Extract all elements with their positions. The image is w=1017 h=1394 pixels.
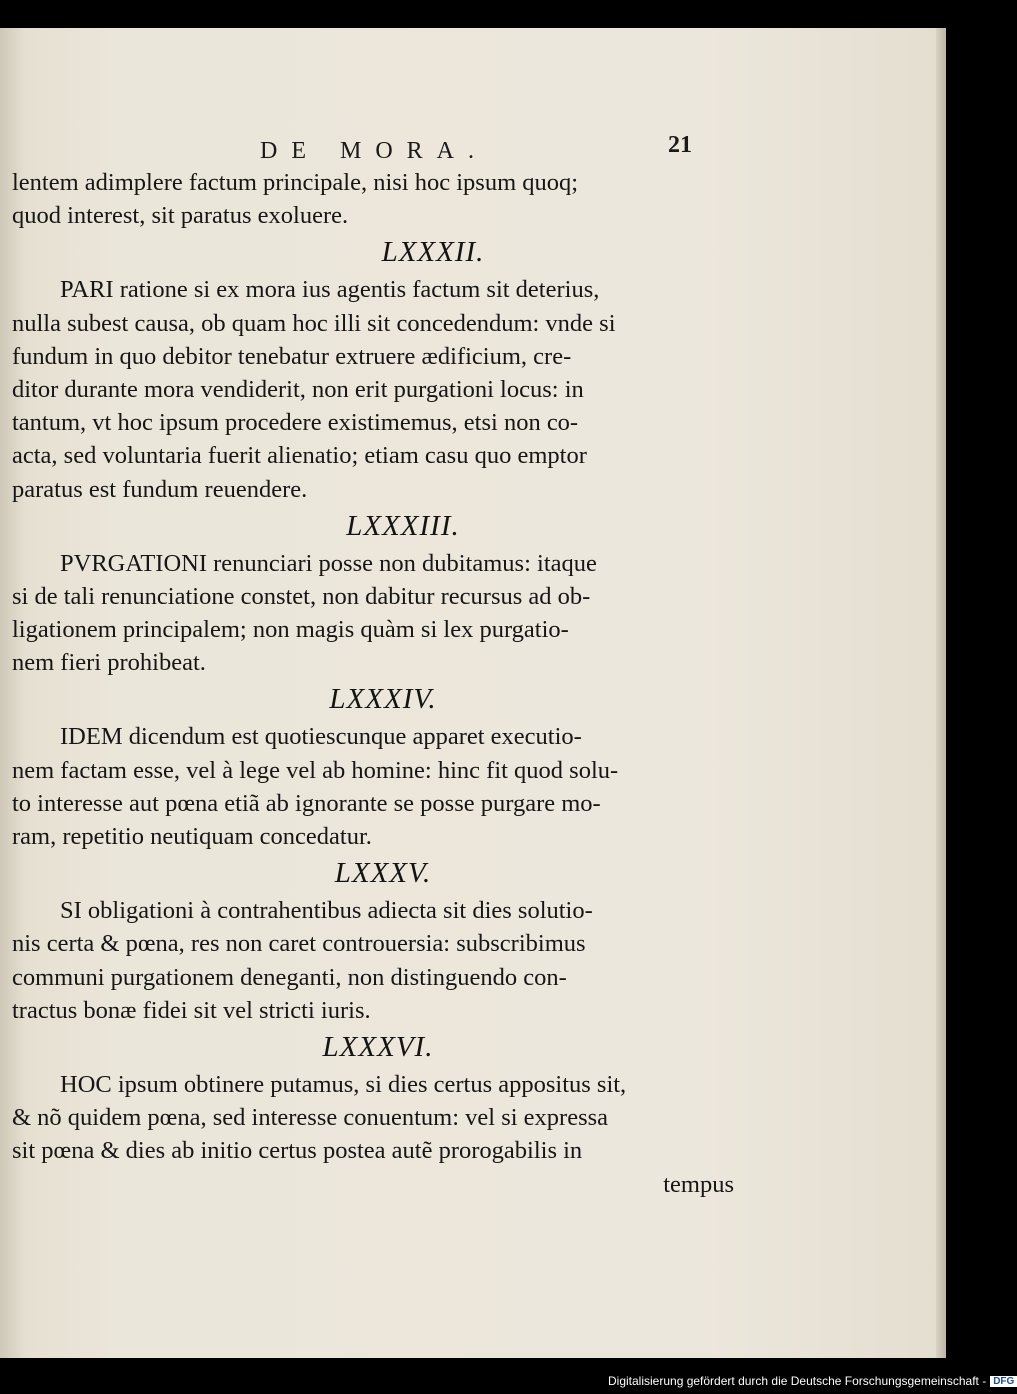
digitization-footer xyxy=(608,1374,1017,1388)
text-line: tantum, vt hoc ipsum procedere existimemus, etsi non co- xyxy=(12,409,579,437)
text-line: IDEM dicendum est quotiescunque apparet executio- xyxy=(60,723,582,751)
page-number: 21 xyxy=(668,132,692,158)
text-line: ligationem principalem; non magis quàm si lex purgatio- xyxy=(12,616,569,644)
text-line: tractus bonæ fidei sit vel stricti iuris. xyxy=(12,996,371,1024)
dfg-logo: DFG xyxy=(990,1376,1017,1387)
text-line: paratus est fundum reuendere. xyxy=(12,475,308,503)
text-line: nulla subest causa, ob quam hoc illi sit concedendum: vnde si xyxy=(12,309,616,337)
text-line: nis certa & pœna, res non caret controuersia: subscribimus xyxy=(12,930,586,958)
footer-text: Digitalisierung gefördert durch die Deutsche Forschungsgemeinschaft - xyxy=(608,1374,987,1388)
section-heading: LXXXIII. xyxy=(346,509,460,542)
text-line: ditor durante mora vendiderit, non erit purgationi locus: in xyxy=(12,375,584,403)
text-line: sit pœna & dies ab initio certus postea autẽ prorogabilis in xyxy=(12,1137,583,1165)
text-line: fundum in quo debitor tenebatur extruere ædificium, cre- xyxy=(12,342,572,370)
text-line: & nõ quidem pœna, sed interesse conuentum: vel si expressa xyxy=(12,1104,609,1132)
text-line: HOC ipsum obtinere putamus, si dies certus appositus sit, xyxy=(60,1070,627,1098)
page-fold-shadow xyxy=(936,28,946,1358)
catchword: tempus xyxy=(663,1170,734,1198)
text-line: acta, sed voluntaria fuerit alienatio; etiam casu quo emptor xyxy=(12,442,587,470)
text-line: quod interest, sit paratus exoluere. xyxy=(12,202,349,230)
text-line: to interesse aut pœna etiã ab ignorante se posse purgare mo- xyxy=(12,789,601,817)
text-line: nem fieri prohibeat. xyxy=(12,649,206,677)
text-line: nem factam esse, vel à lege vel ab homine: hinc fit quod solu- xyxy=(12,756,619,784)
text-line: si de tali renunciatione constet, non dabitur recursus ad ob- xyxy=(12,582,591,610)
text-line: communi purgationem deneganti, non distinguendo con- xyxy=(12,963,567,991)
section-heading: LXXXIV. xyxy=(329,683,437,716)
text-line: PARI ratione si ex mora ius agentis factum sit deterius, xyxy=(60,276,600,304)
text-line: ram, repetitio neutiquam concedatur. xyxy=(12,823,372,850)
text-line: PVRGATIONI renunciari posse non dubitamus: itaque xyxy=(60,549,597,577)
text-line: lentem adimplere factum principale, nisi hoc ipsum quoq; xyxy=(12,169,579,196)
text-line: SI obligationi à contrahentibus adiecta sit dies solutio- xyxy=(60,897,593,925)
running-head: DE MORA. xyxy=(260,138,489,164)
section-heading: LXXXII. xyxy=(381,236,485,269)
section-heading: LXXXVI. xyxy=(322,1030,434,1063)
section-heading: LXXXV. xyxy=(334,857,432,890)
page-text xyxy=(12,166,734,1201)
